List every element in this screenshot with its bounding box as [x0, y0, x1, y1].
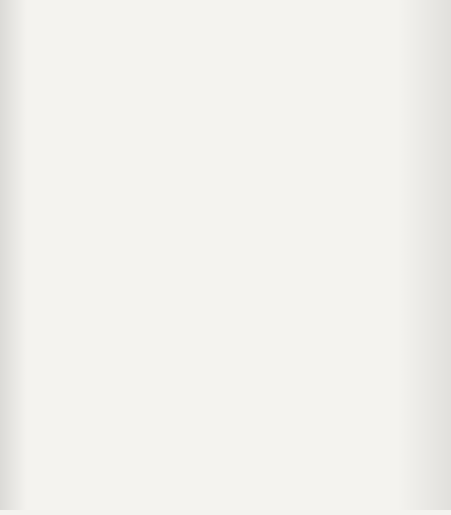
top-strip — [8, 0, 448, 10]
